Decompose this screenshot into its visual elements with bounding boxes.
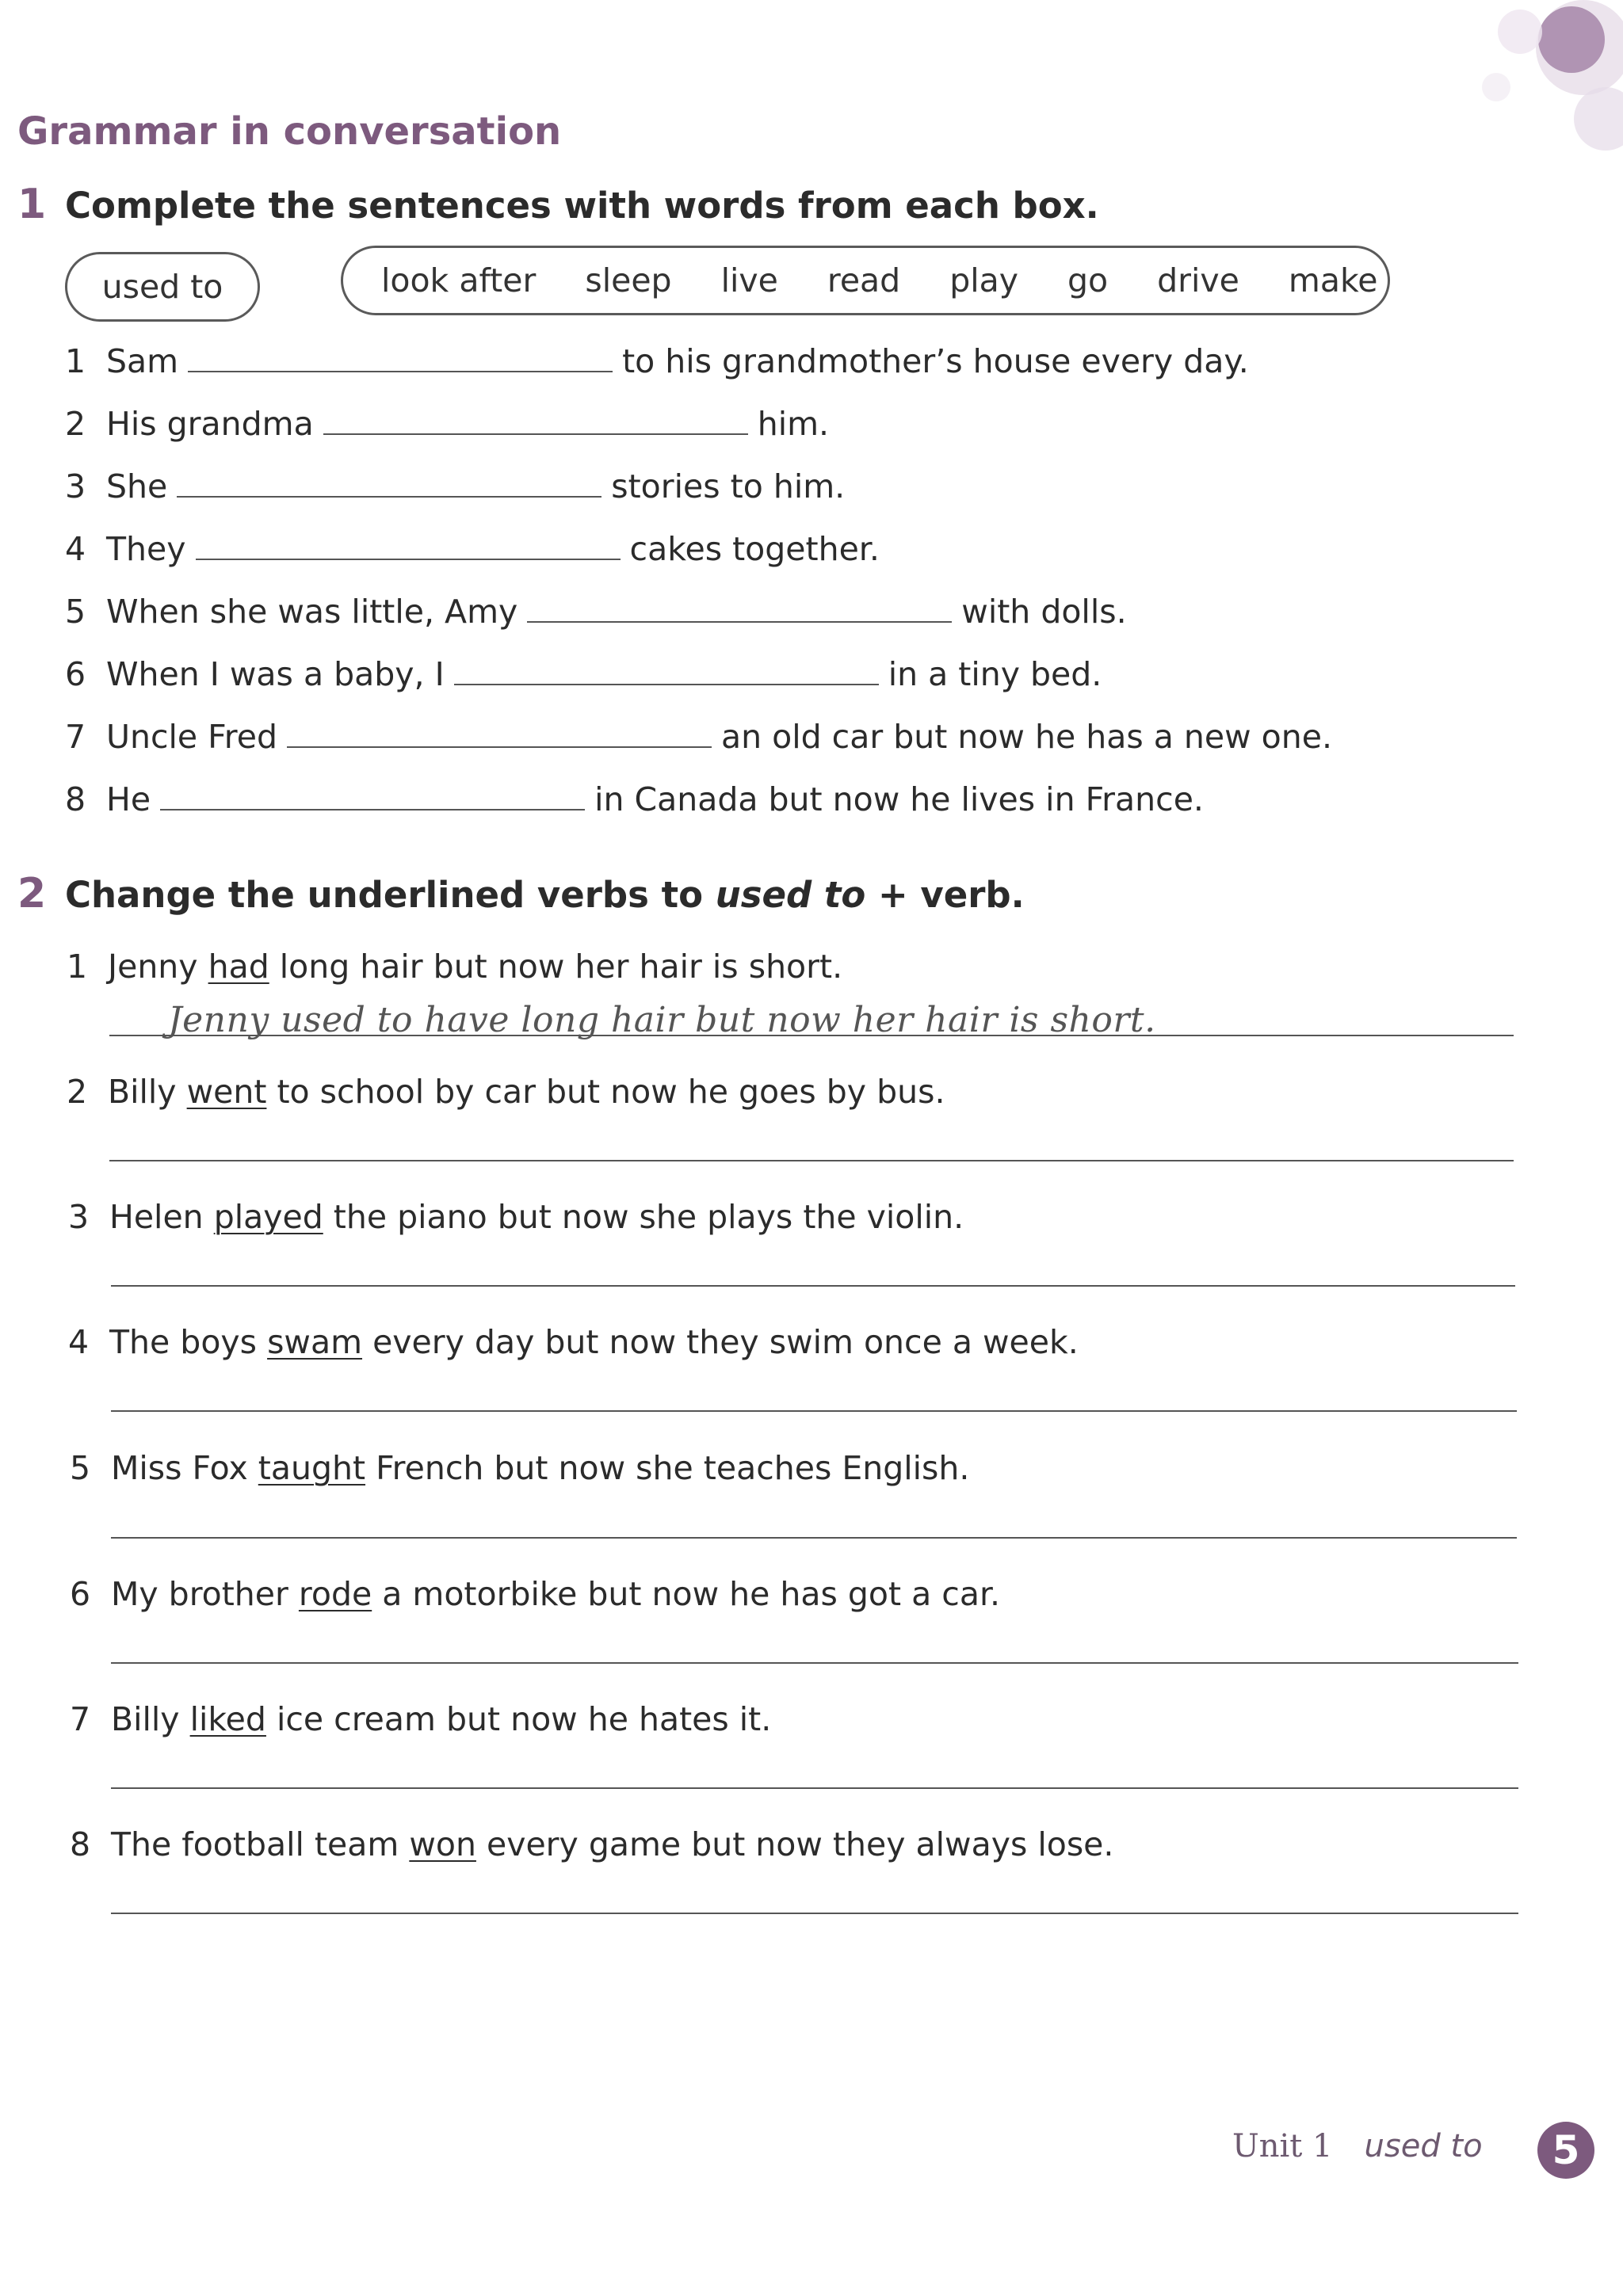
item-text-before: They xyxy=(106,530,186,568)
item-number: 5 xyxy=(70,1449,91,1487)
word-box-b-item: make xyxy=(1288,261,1378,299)
item-text-after: an old car but now he has a new one. xyxy=(721,718,1332,756)
page-number: 5 xyxy=(1537,2122,1594,2179)
underlined-verb: played xyxy=(213,1198,323,1236)
item-text: Jenny had long hair but now her hair is short. xyxy=(108,948,843,986)
answer-line[interactable] xyxy=(111,1285,1515,1287)
exercise2-item xyxy=(68,1323,1079,1361)
item-number: 1 xyxy=(67,948,88,986)
exercise1-item xyxy=(65,405,829,443)
exercise1-number: 1 xyxy=(17,181,47,228)
underlined-verb: rode xyxy=(298,1575,372,1613)
word-box-b-item: live xyxy=(720,261,778,299)
exercise1-instruction: Complete the sentences with words from each box. xyxy=(65,185,1099,227)
answer-line[interactable] xyxy=(111,1787,1518,1789)
item-number: 6 xyxy=(65,655,86,693)
word-box-b-item: play xyxy=(949,261,1019,299)
item-text-before: She xyxy=(106,467,168,505)
item-number: 6 xyxy=(70,1575,91,1613)
underlined-verb: went xyxy=(186,1073,267,1111)
item-text-before: When I was a baby, I xyxy=(106,655,445,693)
item-text-before: He xyxy=(106,780,151,818)
answer-blank[interactable] xyxy=(160,808,585,810)
answer-line[interactable] xyxy=(111,1913,1518,1914)
item-text-before: Uncle Fred xyxy=(106,718,277,756)
answer-line[interactable] xyxy=(111,1410,1517,1412)
item-number: 2 xyxy=(67,1073,88,1111)
underlined-verb: had xyxy=(208,948,269,986)
word-box-b-item: sleep xyxy=(585,261,672,299)
item-text-after: with dolls. xyxy=(961,593,1127,631)
item-number: 3 xyxy=(65,467,86,505)
underlined-verb: swam xyxy=(267,1323,363,1361)
item-number: 5 xyxy=(65,593,86,631)
answer-blank[interactable] xyxy=(177,495,601,498)
item-number: 4 xyxy=(68,1323,90,1361)
exercise2-number: 2 xyxy=(17,870,47,917)
exercise1-item xyxy=(65,593,1127,631)
answer-line[interactable] xyxy=(109,1160,1514,1161)
exercise2-item xyxy=(68,1198,964,1236)
exercise1-item xyxy=(65,718,1332,756)
corner-decoration xyxy=(1401,0,1623,206)
word-box-b-item: drive xyxy=(1157,261,1239,299)
answer-line[interactable] xyxy=(111,1662,1518,1664)
answer-line[interactable] xyxy=(111,1537,1517,1539)
answer-blank[interactable] xyxy=(196,558,621,560)
item-text-after: him. xyxy=(757,405,830,443)
answer-blank[interactable] xyxy=(323,433,748,435)
item-text-before: When she was little, Amy xyxy=(106,593,518,631)
exercise1-heading xyxy=(17,181,1099,228)
word-box-b-item: go xyxy=(1067,261,1109,299)
item-text: Helen played the piano but now she plays the violin. xyxy=(109,1198,964,1236)
item-number: 8 xyxy=(65,780,86,818)
item-number: 8 xyxy=(70,1825,91,1863)
unit-label: Unit 1 xyxy=(1232,2128,1333,2164)
underlined-verb: liked xyxy=(189,1700,266,1738)
word-box-b-item: look after xyxy=(381,261,537,299)
exercise1-item xyxy=(65,655,1102,693)
exercise2-item xyxy=(67,948,842,986)
answer-blank[interactable] xyxy=(188,370,613,372)
item-number: 7 xyxy=(70,1700,91,1738)
exercise2-heading xyxy=(17,870,1025,917)
handwritten-answer: Jenny used to have long hair but now her hair is short. xyxy=(168,1000,1156,1040)
item-text: My brother rode a motorbike but now he has got a car. xyxy=(111,1575,1001,1613)
item-text: Billy went to school by car but now he goes by bus. xyxy=(108,1073,945,1111)
item-number: 2 xyxy=(65,405,86,443)
item-number: 1 xyxy=(65,342,86,380)
exercise2-item xyxy=(70,1575,1000,1613)
exercise2-item xyxy=(70,1825,1113,1863)
word-box-b-item: read xyxy=(827,261,901,299)
word-box-a-item: used to xyxy=(101,268,223,306)
item-text-before: His grandma xyxy=(106,405,314,443)
word-box-a xyxy=(65,252,260,322)
exercise2-item xyxy=(70,1700,771,1738)
exercise1-item xyxy=(65,342,1249,380)
answer-blank[interactable] xyxy=(287,746,712,748)
exercise2-item xyxy=(67,1073,945,1111)
exercise2-instruction: Change the underlined verbs to used to + verb. xyxy=(65,874,1025,916)
unit-topic: used to xyxy=(1364,2128,1483,2164)
item-text-after: cakes together. xyxy=(629,530,880,568)
item-text-after: in a tiny bed. xyxy=(888,655,1102,693)
item-text: The football team won every game but now they always lose. xyxy=(111,1825,1114,1863)
exercise2-item xyxy=(70,1449,969,1487)
item-text-before: Sam xyxy=(106,342,179,380)
exercise1-item xyxy=(65,530,880,568)
underlined-verb: won xyxy=(409,1825,476,1863)
exercise1-item xyxy=(65,467,845,505)
answer-blank[interactable] xyxy=(527,620,952,623)
page-footer xyxy=(1232,2128,1483,2164)
item-number: 3 xyxy=(68,1198,90,1236)
answer-blank[interactable] xyxy=(454,683,879,685)
item-text-after: to his grandmother’s house every day. xyxy=(622,342,1249,380)
section-title: Grammar in conversation xyxy=(17,109,562,154)
item-text-after: in Canada but now he lives in France. xyxy=(594,780,1204,818)
item-text: Billy liked ice cream but now he hates it. xyxy=(111,1700,772,1738)
item-text: Miss Fox taught French but now she teaches English. xyxy=(111,1449,970,1487)
item-number: 7 xyxy=(65,718,86,756)
underlined-verb: taught xyxy=(258,1449,366,1487)
word-box-b xyxy=(341,246,1390,315)
item-text: The boys swam every day but now they swim once a week. xyxy=(109,1323,1079,1361)
item-text-after: stories to him. xyxy=(611,467,846,505)
exercise1-item xyxy=(65,780,1204,818)
item-number: 4 xyxy=(65,530,86,568)
